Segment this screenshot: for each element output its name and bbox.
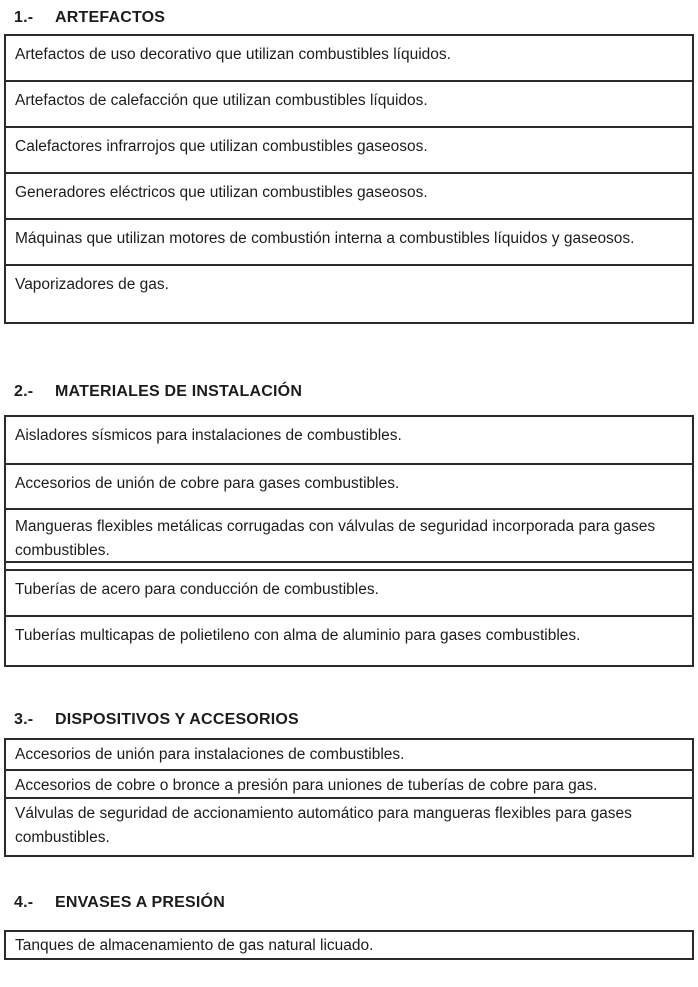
section-envases-a-presion — [4, 893, 694, 960]
row-text: Artefactos de calefacción que utilizan combustibles líquidos. — [15, 92, 428, 109]
section-4-title: ENVASES A PRESIÓN — [55, 894, 225, 911]
section-dispositivos-y-accesorios — [4, 710, 694, 857]
row-text: Tanques de almacenamiento de gas natural licuado. — [15, 937, 374, 954]
section-3-title: DISPOSITIVOS Y ACCESORIOS — [55, 711, 299, 728]
table-row — [6, 571, 692, 617]
row-text: Tuberías multicapas de polietileno con alma de aluminio para gases combustibles. — [15, 627, 581, 644]
table-row — [6, 220, 692, 266]
table-row — [6, 417, 692, 465]
table-row — [6, 932, 692, 958]
row-text: Tuberías de acero para conducción de combustibles. — [15, 581, 379, 598]
table-row — [6, 771, 692, 799]
section-3-heading — [4, 710, 694, 730]
row-text: Accesorios de cobre o bronce a presión para uniones de tuberías de cobre para gas. — [15, 777, 598, 794]
section-2-heading — [4, 382, 694, 402]
section-2-number: 2.- — [14, 383, 34, 400]
section-1-heading — [4, 8, 694, 28]
section-1-title: ARTEFACTOS — [55, 9, 166, 26]
table-row — [6, 510, 692, 563]
table-row — [6, 465, 692, 510]
table-row — [6, 174, 692, 220]
table-row — [6, 82, 692, 128]
row-text: Mangueras flexibles metálicas corrugadas con válvulas de seguridad incorporada para gases combustibles. — [15, 518, 656, 559]
table-row — [6, 128, 692, 174]
row-text: Generadores eléctricos que utilizan combustibles gaseosos. — [15, 184, 428, 201]
row-text: Máquinas que utilizan motores de combustión interna a combustibles líquidos y gaseosos. — [15, 230, 635, 247]
row-text: Calefactores infrarrojos que utilizan combustibles gaseosos. — [15, 138, 428, 155]
section-4-heading — [4, 893, 694, 913]
section-3-number: 3.- — [14, 711, 34, 728]
table-row — [6, 266, 692, 322]
empty-spacer-row — [6, 563, 692, 571]
table-row — [6, 799, 692, 855]
row-text: Vaporizadores de gas. — [15, 276, 169, 293]
row-text: Válvulas de seguridad de accionamiento automático para mangueras flexibles para gases combustibles. — [15, 805, 632, 846]
section-2-title: MATERIALES DE INSTALACIÓN — [55, 383, 303, 400]
section-1-table — [4, 34, 694, 324]
section-3-table — [4, 738, 694, 857]
row-text: Aisladores sísmicos para instalaciones de combustibles. — [15, 427, 402, 444]
row-text: Accesorios de unión para instalaciones de combustibles. — [15, 746, 405, 763]
section-4-table — [4, 930, 694, 960]
section-materiales-de-instalacion — [4, 382, 694, 667]
section-2-table — [4, 415, 694, 667]
table-row — [6, 617, 692, 665]
section-1-number: 1.- — [14, 9, 34, 26]
table-row — [6, 36, 692, 82]
section-artefactos — [4, 8, 694, 324]
table-row — [6, 740, 692, 771]
section-4-number: 4.- — [14, 894, 34, 911]
row-text: Artefactos de uso decorativo que utilizan combustibles líquidos. — [15, 46, 451, 63]
row-text: Accesorios de unión de cobre para gases combustibles. — [15, 475, 400, 492]
